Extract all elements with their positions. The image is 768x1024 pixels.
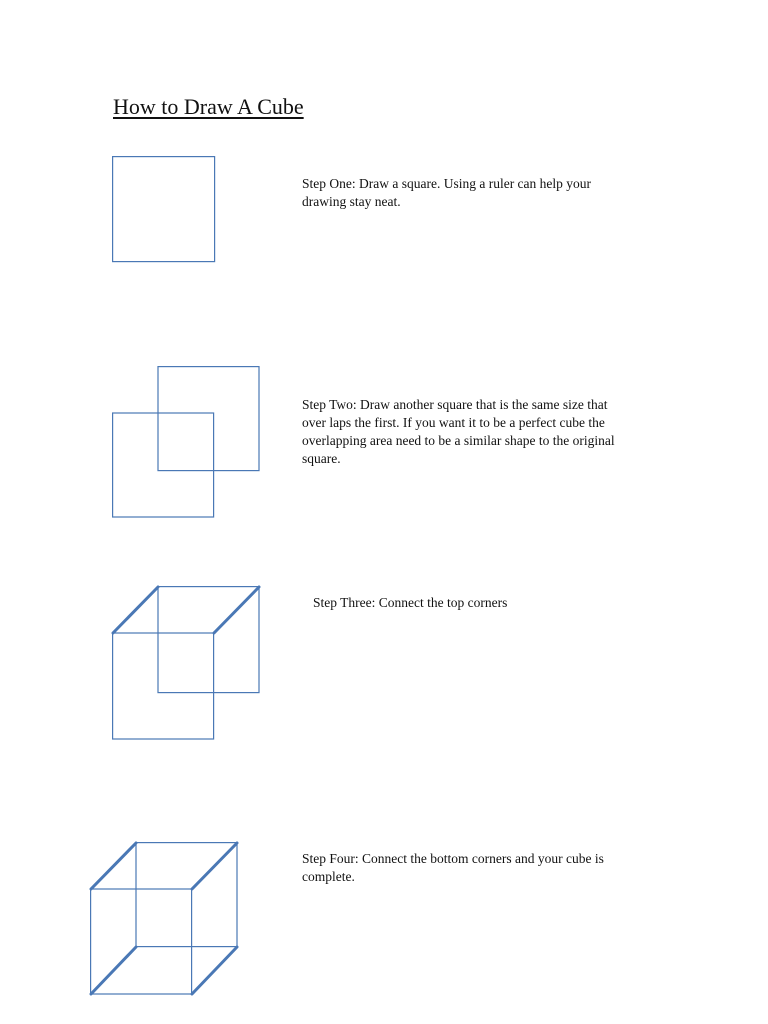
- step-two-text: Step Two: Draw another square that is the same size that over laps the first. If you want it to be a perfect cube the overlapping area need to be a similar shape to the original square.: [302, 397, 615, 466]
- top-right-connector: [214, 587, 259, 633]
- front-square: [113, 157, 215, 262]
- step-four-figure: [90, 842, 240, 998]
- step-three-figure: [112, 586, 262, 742]
- front-square: [113, 413, 214, 517]
- step-four-text: Step Four: Connect the bottom corners and your cube is complete.: [302, 851, 604, 884]
- top-right-connector: [192, 843, 237, 889]
- back-square: [158, 367, 259, 471]
- top-left-connector: [91, 843, 136, 889]
- top-left-connector: [113, 587, 158, 633]
- step-three-text: Step Three: Connect the top corners: [313, 595, 508, 610]
- page-title: How to Draw A Cube: [113, 94, 304, 119]
- bottom-right-connector: [192, 947, 237, 994]
- front-square: [113, 633, 214, 739]
- step-two-figure: [112, 366, 262, 520]
- step-one-figure: [112, 156, 216, 263]
- step-one-text: Step One: Draw a square. Using a ruler can help your drawing stay neat.: [302, 176, 592, 209]
- bottom-left-connector: [91, 947, 136, 994]
